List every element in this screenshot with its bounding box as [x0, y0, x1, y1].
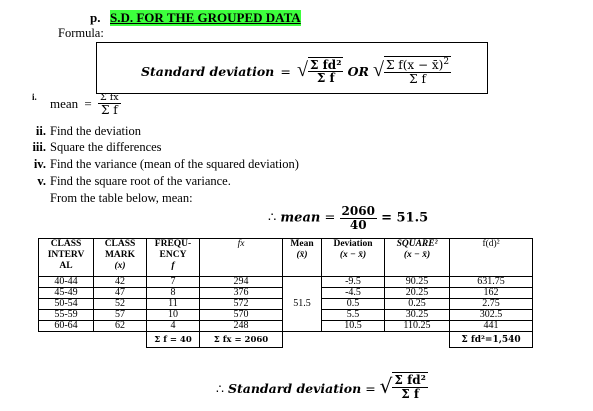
formula-den2: Σ f — [409, 71, 426, 86]
conclusion-den: Σ f — [401, 386, 420, 401]
col-header-class-interval: CLASS INTERV AL — [39, 239, 94, 277]
formula-den1: Σ f — [316, 71, 335, 86]
sqrt-sign-2: √ $\frac{\Sigma f(x - x̄)^2}{\text{Σ f}}$ — [373, 57, 450, 86]
mean-den: Σ f — [100, 102, 118, 117]
step-item: iii. Square the differences — [32, 140, 162, 154]
total-f: Σ f = 40 — [147, 332, 200, 348]
mean-cell: 51.5 — [283, 277, 322, 332]
table-row: 45-49 47 8 376 -4.5 20.25 162 — [39, 288, 533, 299]
total-fx: Σ fx = 2060 — [200, 332, 283, 348]
conclusion: ∴ Standard deviation = √ $\frac{\text{Σ fd²}}{\text{Σ f}}$ — [216, 373, 426, 401]
col-header-fx: fx — [200, 239, 283, 277]
grouped-data-table — [38, 238, 533, 348]
table-row: 40-44 42 7 294 51.5 -9.5 90.25 631.75 — [39, 277, 533, 288]
mean-calc-num: 2060 — [341, 204, 375, 218]
table-header-row — [39, 239, 533, 277]
col-header-fd2: f(d)² — [450, 239, 533, 277]
step-item: v. Find the square root of the variance. — [37, 174, 231, 188]
table-row: 55-59 57 10 570 5.5 30.25 302.5 — [39, 310, 533, 321]
section-title: S.D. FOR THE GROUPED DATA — [110, 10, 301, 25]
total-fd2: Σ fd²=1,540 — [450, 332, 533, 348]
formula-equals: = — [280, 64, 291, 80]
formula-num2: Σ f(x − x̄)$^2$ — [385, 57, 450, 72]
section-marker: p. — [90, 10, 101, 25]
table-row: 60-64 62 4 248 10.5 110.25 441 — [39, 321, 533, 332]
mean-calc-den: 40 — [349, 217, 367, 232]
mean-equals: = — [84, 95, 92, 111]
formula-or: OR — [347, 64, 369, 80]
conclusion-label: Standard deviation — [227, 381, 362, 397]
col-header-class-mark: CLASS MARK (x) — [94, 239, 147, 277]
col-header-deviation: Deviation (x − x̄) — [322, 239, 385, 277]
mean-num: Σ fx — [100, 92, 119, 103]
step-number: i. — [32, 92, 37, 102]
mean-calc: ∴ mean = $\frac{2060}{40}$ = 51.5 — [268, 204, 429, 232]
from-table-text: From the table below, mean: — [50, 191, 193, 205]
col-header-square: SQUARE² (x − x̄) — [385, 239, 450, 277]
totals-row — [39, 332, 533, 348]
col-header-frequency: FREQU- ENCY f — [147, 239, 200, 277]
mean-calc-result: = 51.5 — [381, 210, 429, 226]
step-item: ii. Find the deviation — [35, 124, 141, 138]
col-header-mean: Mean (x̄) — [283, 239, 322, 277]
formula-lhs: Standard deviation — [141, 64, 275, 80]
sqrt-sign: √ $\frac{\text{Σ fd²}}{\text{Σ f}}$ — [297, 57, 342, 86]
sqrt-sign-3: √ $\frac{\text{Σ fd²}}{\text{Σ f}}$ — [379, 373, 426, 401]
formula-num1: Σ fd² — [309, 57, 342, 72]
mean-label: mean — [50, 95, 79, 111]
conclusion-num: Σ fd² — [394, 373, 426, 387]
formula-box — [96, 42, 488, 94]
step-item: iv. Find the variance (mean of the squared deviation) — [33, 157, 299, 171]
formula-label: Formula: — [58, 26, 104, 40]
table-row: 50-54 52 11 572 0.5 0.25 2.75 — [39, 299, 533, 310]
